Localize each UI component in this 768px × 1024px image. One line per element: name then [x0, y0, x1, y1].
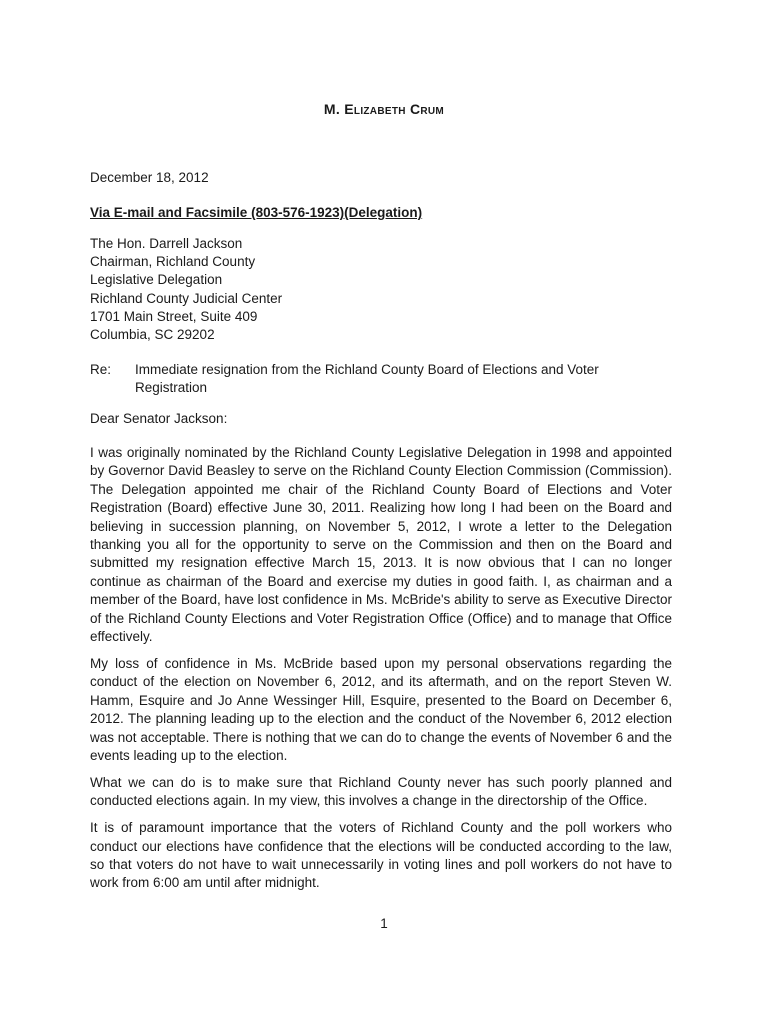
- address-line: The Hon. Darrell Jackson: [90, 236, 243, 251]
- letterhead: [0, 101, 768, 117]
- letterhead-first-rest: lizabeth: [353, 101, 406, 117]
- address-line: Richland County Judicial Center: [90, 290, 283, 306]
- letterhead-last-rest: rum: [420, 101, 445, 117]
- address-line: Chairman, Richland County: [90, 254, 256, 270]
- letterhead-initial: M. E: [323, 101, 354, 117]
- body-paragraph: What we can do is to make sure that Richland County never has such poorly planned and conducted elections again. In my view, this involves a change in the directorship of the Office.: [90, 774, 672, 809]
- body-paragraph: It is of paramount importance that the voters of Richland County and the poll workers who conduct our elections have confidence that the elections will be conducted according to the law, so that voters do not have to wait unnecessarily in voting lines and poll workers do not have to work from 6:00 am until after midnight.: [90, 820, 672, 891]
- subject-label: Re:: [90, 362, 112, 377]
- page-number: 1: [380, 916, 388, 931]
- body-paragraph: My loss of confidence in Ms. McBride based upon my personal observations regarding the conduct of the election on November 6, 2012, and its aftermath, and on the report Steven W. Hamm, Esquire and Jo Anne Wessinger Hill, Esquire, presented to the Board on December 6, 2012. The planning leading up to the election and the conduct of the November 6, 2012 election was not acceptable. There is nothing that we can do to change the events of November 6 and the events leading up to the election.: [90, 655, 672, 763]
- salutation: Dear Senator Jackson:: [90, 411, 228, 426]
- delivery-method-line: Via E-mail and Facsimile (803-576-1923)(Delegation): [90, 205, 423, 220]
- address-line: Columbia, SC 29202: [90, 327, 215, 343]
- body-paragraph: I was originally nominated by the Richland County Legislative Delegation in 1998 and appointed by Governor David Beasley to serve on the Richland County Election Commission (Commission). The Delegation appointed me chair of the Richland County Board of Elections and Voter Registration (Board) effective June 30, 2011. Realizing how long I had been on the Board and believing in succession planning, on November 5, 2012, I wrote a letter to the Delegation thanking you all for the opportunity to serve on the Commission and then on the Board and submitted my resignation effective March 15, 2013. It is now obvious that I can no longer continue as chairman of the Board and exercise my duties in good faith. I, as chairman and a member of the Board, have lost confidence in Ms. McBride's ability to serve as Executive Director of the Richland County Elections and Voter Registration Office (Office) and to manage that Office effectively.: [90, 445, 672, 645]
- letter-date: December 18, 2012: [90, 170, 209, 185]
- letter-body: [90, 444, 672, 901]
- address-line: Legislative Delegation: [90, 272, 223, 288]
- subject-line: [90, 361, 690, 398]
- subject-text: Immediate resignation from the Richland County Board of Elections and Voter Registration: [135, 362, 599, 396]
- letterhead-last-initial: C: [409, 101, 421, 117]
- address-line: 1701 Main Street, Suite 409: [90, 308, 258, 324]
- recipient-address: [90, 235, 282, 344]
